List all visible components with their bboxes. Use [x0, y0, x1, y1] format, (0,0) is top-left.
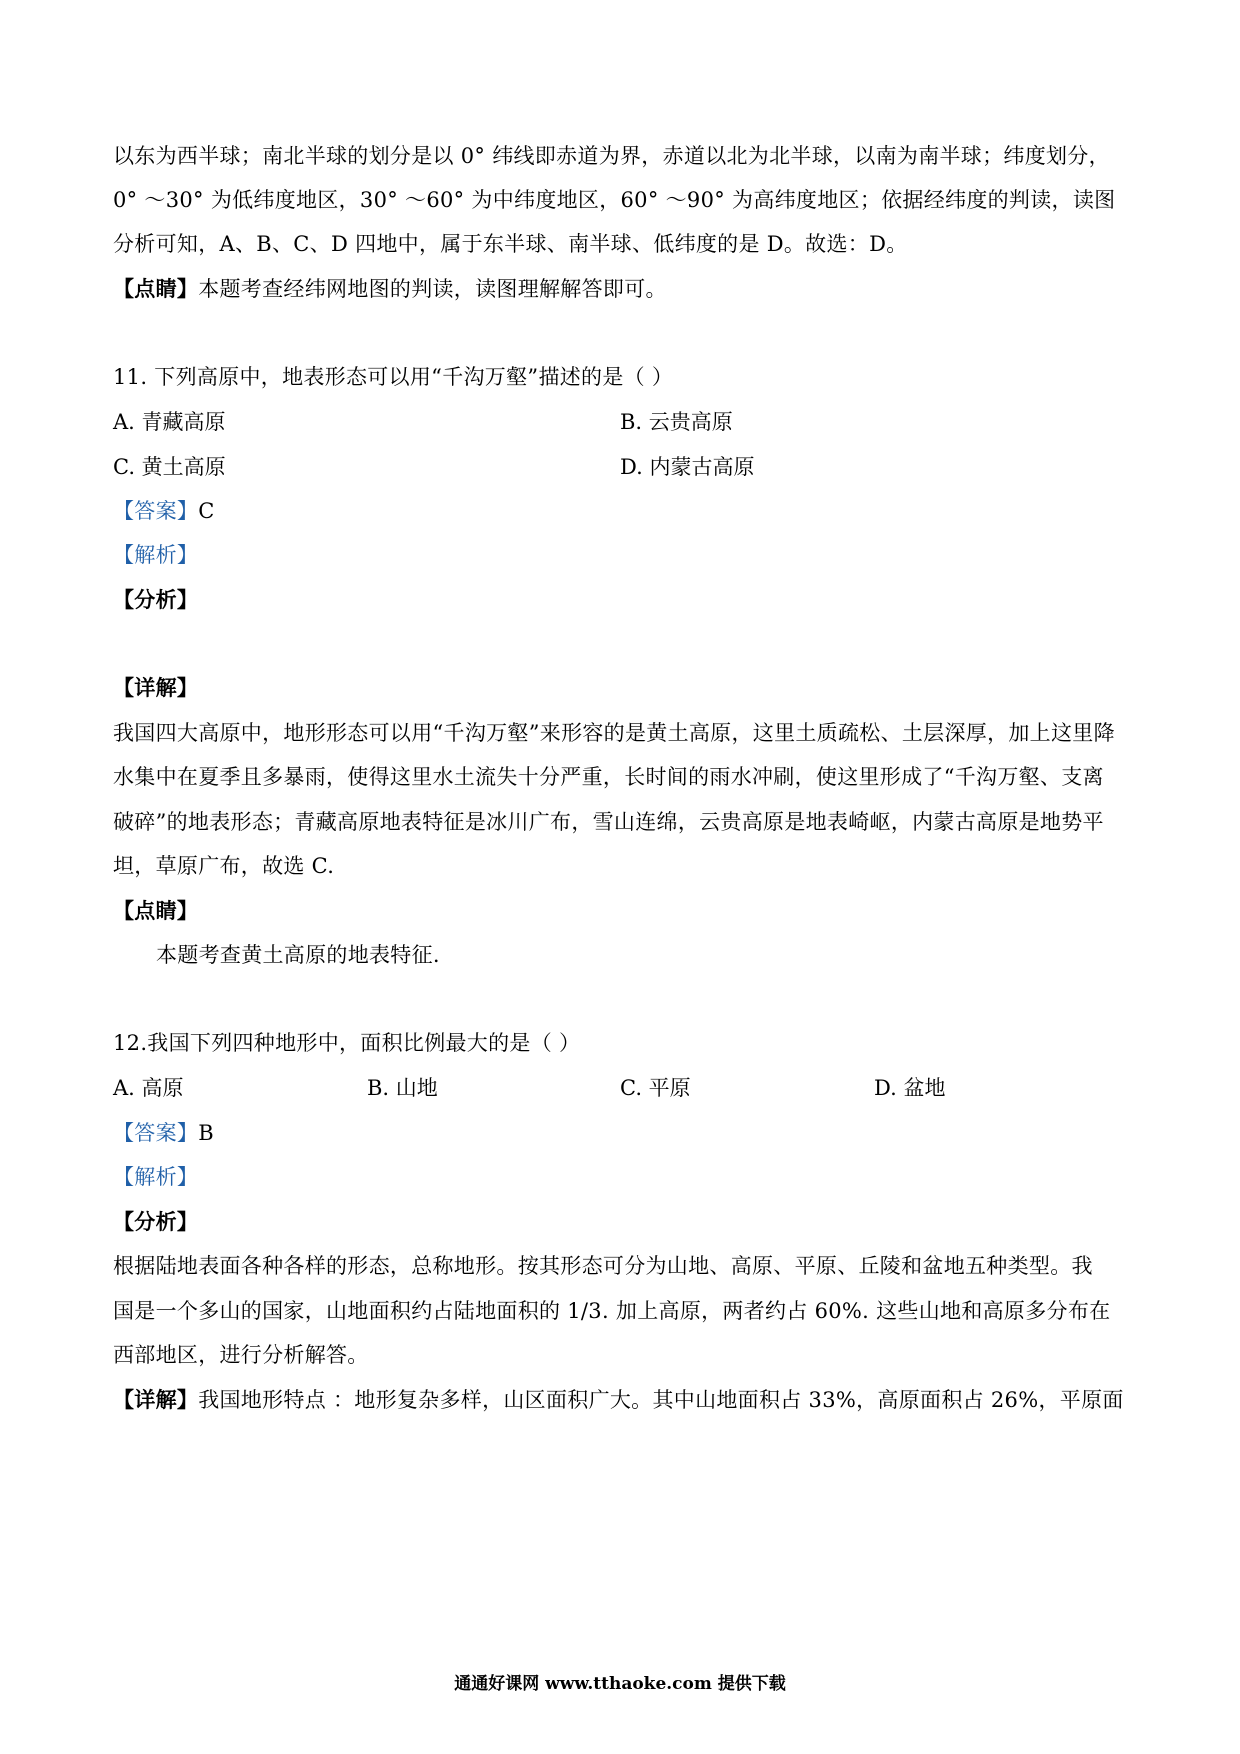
q12-answer-label: 【答案】 — [113, 1121, 199, 1145]
q10-dianjing-label: 【点睛】 — [113, 276, 199, 301]
q12-analysis-line-3: 西部地区，进行分析解答。 — [113, 1343, 369, 1367]
q11-detail-line-2: 水集中在夏季且多暴雨，使得这里水土流失十分严重，长时间的雨水冲刷，使这里形成了“千沟万壑、支离 — [113, 765, 1104, 789]
q12-option-c: C. 平原 — [620, 1076, 691, 1100]
q11-xiangjie-label: 【详解】 — [113, 675, 199, 700]
q10-line-1: 以东为西半球；南北半球的划分是以 0° 纬线即赤道为界，赤道以北为北半球，以南为南半球；纬度划分， — [113, 144, 1110, 168]
q12-answer-value: B — [198, 1121, 214, 1145]
q11-jiexi-label: 【解析】 — [113, 543, 199, 567]
q11-detail-line-3: 破碎”的地表形态；青藏高原地表特征是冰川广布，雪山连绵，云贵高原是地表崎岖，内蒙古高原是地势平 — [113, 810, 1104, 834]
q10-dianjing — [113, 275, 667, 303]
page-footer: 通通好课网 www.tthaoke.com 提供下载 — [454, 1674, 786, 1694]
q11-option-a: A. 青藏高原 — [113, 410, 226, 434]
q11-answer — [113, 497, 215, 525]
q11-answer-value: C — [198, 499, 215, 523]
q12-analysis-line-1: 根据陆地表面各种各样的形态，总称地形。按其形态可分为山地、高原、平原、丘陵和盆地五种类型。我 — [113, 1254, 1093, 1278]
q10-dianjing-text: 本题考查经纬网地图的判读，读图理解解答即可。 — [198, 277, 667, 301]
q12-option-a: A. 高原 — [113, 1076, 184, 1100]
q12-jiexi-label: 【解析】 — [113, 1165, 199, 1189]
q11-option-b: B. 云贵高原 — [620, 410, 733, 434]
q11-option-d: D. 内蒙古高原 — [620, 455, 755, 479]
q11-dianjing-text: 本题考查黄土高原的地表特征. — [156, 943, 440, 967]
q10-line-3: 分析可知，A、B、C、D 四地中，属于东半球、南半球、低纬度的是 D。故选：D。 — [113, 232, 908, 256]
q12-xiangjie-label: 【详解】 — [113, 1387, 199, 1412]
q12-analysis-line-2: 国是一个多山的国家，山地面积约占陆地面积的 1/3. 加上高原，两者约占 60%. 这些山地和高原多分布在 — [113, 1299, 1111, 1323]
q11-stem: 11. 下列高原中，地表形态可以用“千沟万壑”描述的是（ ） — [113, 365, 674, 389]
q12-fenxi-label: 【分析】 — [113, 1209, 199, 1234]
q12-option-b: B. 山地 — [367, 1076, 438, 1100]
q11-dianjing-label: 【点睛】 — [113, 898, 199, 923]
q12-detail-text: 我国地形特点 ：地形复杂多样，山区面积广大。其中山地面积占 33%，高原面积占 26%，平原面 — [198, 1388, 1124, 1412]
q12-answer — [113, 1119, 214, 1147]
q12-option-d: D. 盆地 — [874, 1076, 946, 1100]
q11-answer-label: 【答案】 — [113, 499, 199, 523]
q11-option-c: C. 黄土高原 — [113, 455, 226, 479]
q12-stem: 12.我国下列四种地形中，面积比例最大的是（ ） — [113, 1031, 581, 1055]
q11-fenxi-label: 【分析】 — [113, 587, 199, 612]
q11-detail-line-1: 我国四大高原中，地形形态可以用“千沟万壑”来形容的是黄土高原，这里土质疏松、土层深厚，加上这里降 — [113, 721, 1115, 745]
q11-detail-line-4: 坦，草原广布，故选 C. — [113, 854, 335, 878]
q10-line-2: 0° ～30° 为低纬度地区，30° ～60° 为中纬度地区，60° ～90° 为高纬度地区；依据经纬度的判读，读图 — [113, 188, 1116, 212]
q12-detail — [113, 1386, 1124, 1414]
